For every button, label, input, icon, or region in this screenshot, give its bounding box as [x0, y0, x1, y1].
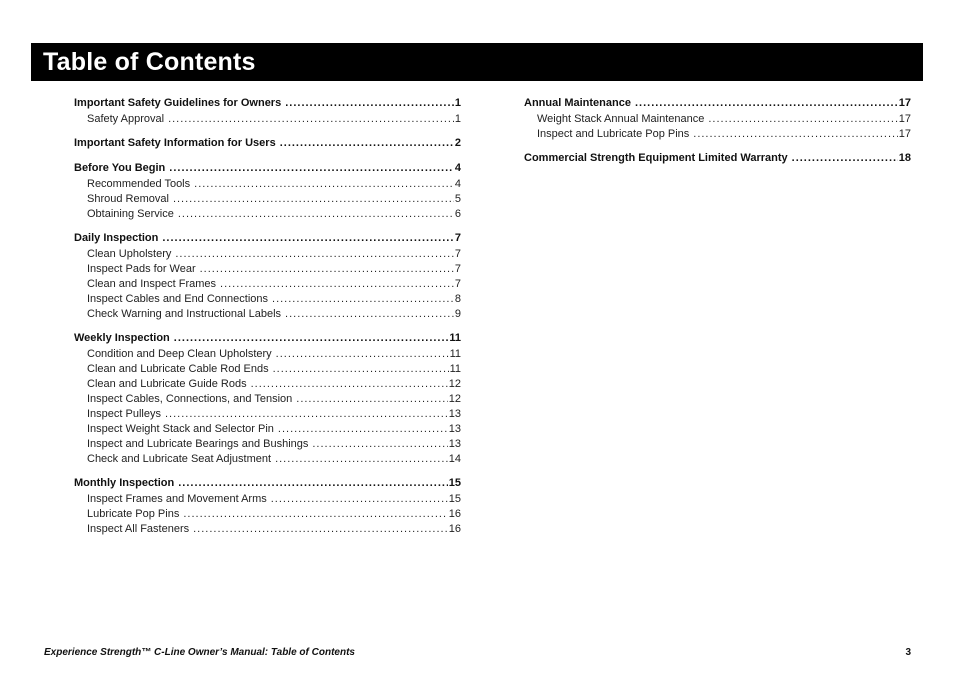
- toc-leader-dots: [296, 392, 447, 407]
- toc-subentry-page: 7: [454, 278, 461, 290]
- toc-subentry[interactable]: [74, 292, 461, 307]
- toc-leader-dots: [275, 452, 448, 467]
- toc-entry-title: Daily Inspection: [74, 232, 159, 244]
- toc-subentry-page: 7: [454, 263, 461, 275]
- toc-leader-dots: [635, 95, 898, 112]
- toc-subentry-page: 16: [448, 508, 461, 520]
- toc-entry[interactable]: [74, 160, 461, 177]
- toc-section: [74, 95, 461, 127]
- toc-leader-dots: [285, 307, 454, 322]
- toc-entry-page: 1: [454, 97, 461, 109]
- toc-leader-dots: [708, 112, 897, 127]
- toc-subentry-title: Inspect Cables and End Connections: [87, 293, 269, 305]
- toc-subentry-page: 1: [454, 113, 461, 125]
- toc-subentry-page: 17: [898, 128, 911, 140]
- toc-subentry-title: Check and Lubricate Seat Adjustment: [87, 453, 272, 465]
- toc-subentry[interactable]: [74, 192, 461, 207]
- toc-subentry-page: 12: [448, 378, 461, 390]
- toc-leader-dots: [271, 492, 448, 507]
- toc-entry-page: 2: [454, 137, 461, 149]
- toc-subentry[interactable]: [74, 247, 461, 262]
- toc-subentry[interactable]: [74, 422, 461, 437]
- toc-leader-dots: [792, 150, 898, 167]
- toc-subentry[interactable]: [74, 407, 461, 422]
- toc-entry[interactable]: [74, 330, 461, 347]
- toc-entry[interactable]: [74, 135, 461, 152]
- toc-subentry[interactable]: [74, 377, 461, 392]
- toc-leader-dots: [272, 292, 454, 307]
- toc-leader-dots: [168, 112, 454, 127]
- toc-subentry[interactable]: [74, 362, 461, 377]
- toc-subentry-page: 7: [454, 248, 461, 260]
- toc-leader-dots: [220, 277, 454, 292]
- toc-entry-page: 17: [898, 97, 911, 109]
- toc-subentry-title: Weight Stack Annual Maintenance: [537, 113, 705, 125]
- toc-leader-dots: [183, 507, 447, 522]
- toc-leader-dots: [162, 230, 454, 247]
- toc-leader-dots: [173, 192, 454, 207]
- toc-subentry-title: Clean and Lubricate Guide Rods: [87, 378, 247, 390]
- toc-subentry-page: 14: [448, 453, 461, 465]
- toc-subentry-title: Inspect Weight Stack and Selector Pin: [87, 423, 274, 435]
- toc-subentry-page: 4: [454, 178, 461, 190]
- toc-subentry[interactable]: [524, 127, 911, 142]
- toc-subentry-title: Inspect All Fasteners: [87, 523, 190, 535]
- toc-subentry-title: Inspect Pulleys: [87, 408, 161, 420]
- toc-leader-dots: [193, 522, 448, 537]
- toc-section: [524, 95, 911, 142]
- toc-leader-dots: [285, 95, 454, 112]
- toc-entry-title: Annual Maintenance: [524, 97, 631, 109]
- toc-leader-dots: [312, 437, 447, 452]
- toc-entry-page: 15: [448, 477, 461, 489]
- toc-entry-title: Weekly Inspection: [74, 332, 170, 344]
- toc-entry-page: 18: [898, 152, 911, 164]
- toc-leader-dots: [693, 127, 897, 142]
- toc-subentry-title: Inspect Frames and Movement Arms: [87, 493, 267, 505]
- toc-subentry[interactable]: [74, 492, 461, 507]
- toc-subentry[interactable]: [74, 452, 461, 467]
- toc-leader-dots: [169, 160, 454, 177]
- page-title: Table of Contents: [43, 48, 256, 76]
- toc-subentry[interactable]: [74, 507, 461, 522]
- toc-left-column: [74, 95, 461, 545]
- toc-subentry[interactable]: [74, 177, 461, 192]
- toc-subentry-title: Clean and Lubricate Cable Rod Ends: [87, 363, 269, 375]
- toc-subentry-page: 16: [448, 523, 461, 535]
- toc-subentry[interactable]: [74, 277, 461, 292]
- toc-subentry[interactable]: [74, 307, 461, 322]
- toc-entry-page: 4: [454, 162, 461, 174]
- toc-entry[interactable]: [524, 150, 911, 167]
- toc-subentry-page: 11: [449, 348, 461, 360]
- toc-section: [74, 135, 461, 152]
- toc-section: [74, 475, 461, 537]
- title-bar: [31, 43, 923, 81]
- toc-subentry[interactable]: [74, 522, 461, 537]
- toc-subentry-page: 12: [448, 393, 461, 405]
- toc-leader-dots: [174, 330, 449, 347]
- toc-subentry[interactable]: [74, 262, 461, 277]
- toc-subentry-page: 15: [448, 493, 461, 505]
- toc-subentry-page: 11: [449, 363, 461, 375]
- toc-entry-title: Commercial Strength Equipment Limited Warranty: [524, 152, 788, 164]
- toc-leader-dots: [278, 422, 448, 437]
- toc-subentry-title: Lubricate Pop Pins: [87, 508, 180, 520]
- toc-leader-dots: [273, 362, 449, 377]
- toc-subentry[interactable]: [74, 392, 461, 407]
- toc-subentry-title: Inspect Pads for Wear: [87, 263, 196, 275]
- toc-subentry[interactable]: [74, 207, 461, 222]
- toc-subentry-page: 6: [454, 208, 461, 220]
- toc-right-column: [524, 95, 911, 175]
- toc-subentry[interactable]: [74, 112, 461, 127]
- toc-entry[interactable]: [74, 475, 461, 492]
- toc-subentry-title: Clean Upholstery: [87, 248, 172, 260]
- toc-subentry-title: Check Warning and Instructional Labels: [87, 308, 282, 320]
- toc-subentry[interactable]: [74, 347, 461, 362]
- toc-entry[interactable]: [524, 95, 911, 112]
- toc-subentry-title: Shroud Removal: [87, 193, 169, 205]
- toc-entry-title: Important Safety Guidelines for Owners: [74, 97, 282, 109]
- toc-subentry-title: Inspect and Lubricate Bearings and Bushings: [87, 438, 309, 450]
- toc-leader-dots: [178, 475, 448, 492]
- toc-entry-page: 7: [454, 232, 461, 244]
- toc-subentry-title: Obtaining Service: [87, 208, 174, 220]
- toc-subentry[interactable]: [524, 112, 911, 127]
- toc-entry[interactable]: [74, 95, 461, 112]
- toc-subentry-title: Condition and Deep Clean Upholstery: [87, 348, 272, 360]
- footer-page-number: 3: [905, 647, 911, 658]
- toc-leader-dots: [178, 207, 454, 222]
- toc-entry-title: Monthly Inspection: [74, 477, 175, 489]
- toc-leader-dots: [276, 347, 449, 362]
- toc-entry-page: 11: [449, 332, 461, 344]
- toc-entry-title: Important Safety Information for Users: [74, 137, 276, 149]
- toc-leader-dots: [175, 247, 454, 262]
- toc-leader-dots: [280, 135, 454, 152]
- toc-subentry-page: 17: [898, 113, 911, 125]
- toc-leader-dots: [251, 377, 448, 392]
- toc-entry[interactable]: [74, 230, 461, 247]
- toc-section: [74, 330, 461, 467]
- toc-section: [74, 160, 461, 222]
- toc-leader-dots: [194, 177, 454, 192]
- toc-entry-title: Before You Begin: [74, 162, 166, 174]
- toc-section: [524, 150, 911, 167]
- toc-subentry-page: 13: [448, 408, 461, 420]
- toc-subentry-title: Inspect Cables, Connections, and Tension: [87, 393, 293, 405]
- toc-subentry-title: Safety Approval: [87, 113, 165, 125]
- toc-subentry-page: 13: [448, 423, 461, 435]
- toc-subentry[interactable]: [74, 437, 461, 452]
- toc-leader-dots: [165, 407, 448, 422]
- toc-subentry-page: 13: [448, 438, 461, 450]
- toc-subentry-page: 5: [454, 193, 461, 205]
- toc-subentry-page: 8: [454, 293, 461, 305]
- footer-title: Experience Strength™ C-Line Owner’s Manual: Table of Contents: [44, 647, 355, 658]
- toc-subentry-title: Clean and Inspect Frames: [87, 278, 217, 290]
- toc-leader-dots: [200, 262, 454, 277]
- toc-subentry-title: Inspect and Lubricate Pop Pins: [537, 128, 690, 140]
- footer: [44, 647, 911, 661]
- toc-subentry-page: 9: [454, 308, 461, 320]
- toc-subentry-title: Recommended Tools: [87, 178, 191, 190]
- toc-section: [74, 230, 461, 322]
